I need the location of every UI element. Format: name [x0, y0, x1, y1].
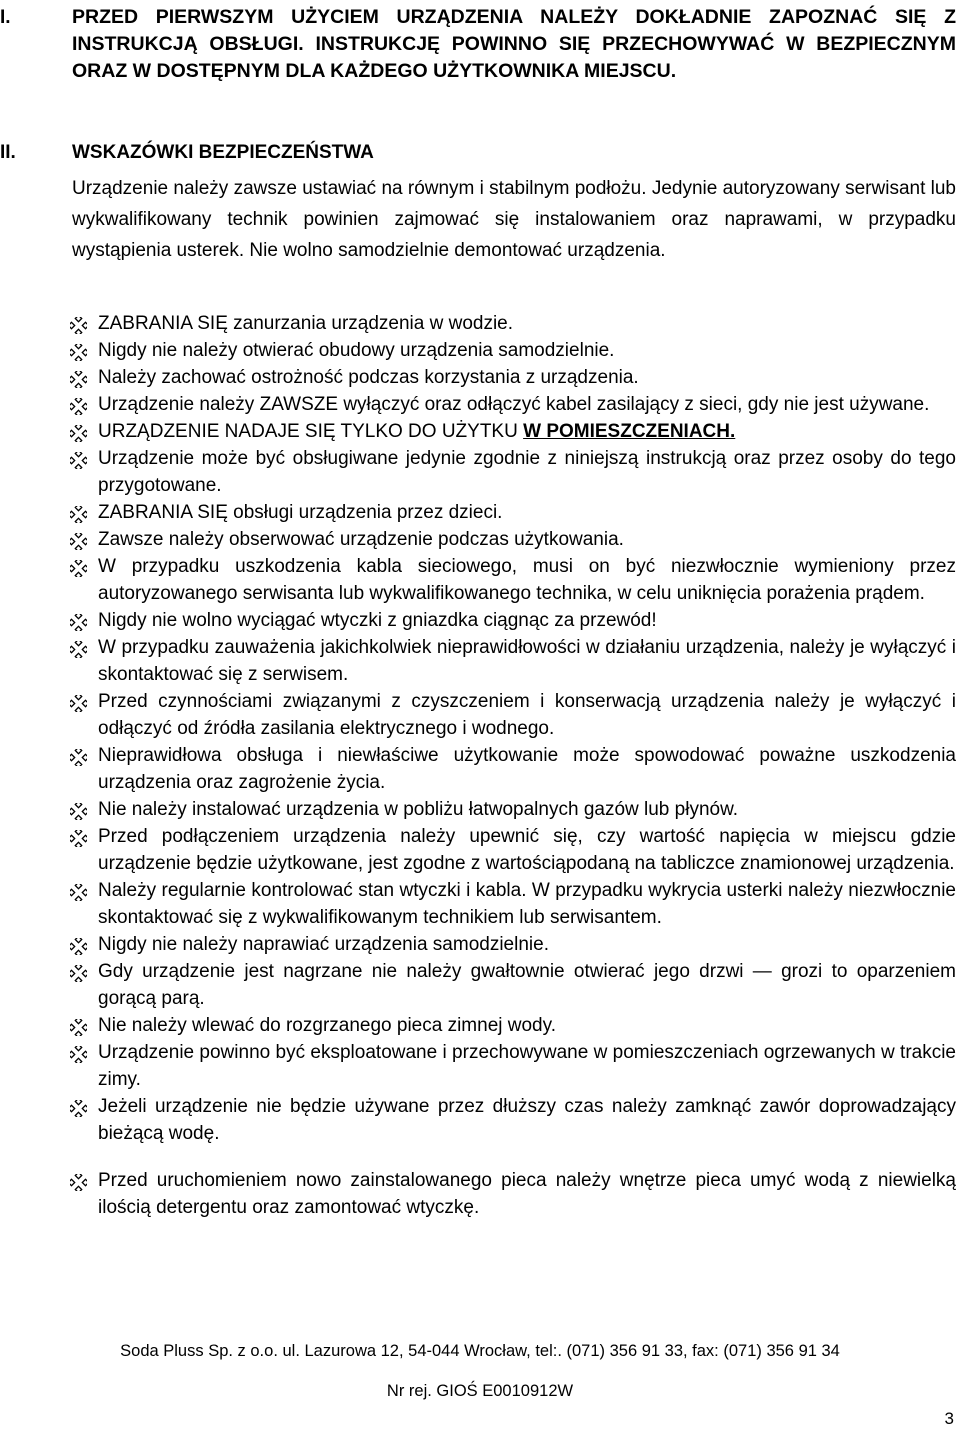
list-item: Nigdy nie wolno wyciągać wtyczki z gniazdka ciągnąc za przewód! — [0, 607, 960, 634]
footer-company-info: Soda Pluss Sp. z o.o. ul. Lazurowa 12, 54-044 Wrocław, tel:. (071) 356 91 33, fax: (071) 356 91 34 — [120, 1342, 840, 1360]
list-item: Należy zachować ostrożność podczas korzystania z urządzenia. — [0, 364, 960, 391]
four-diamond-star-icon — [70, 425, 87, 442]
four-diamond-star-icon — [70, 371, 87, 388]
section-heading: WSKAZÓWKI BEZPIECZEŃSTWA — [72, 142, 374, 163]
list-item: Urządzenie należy ZAWSZE wyłączyć oraz odłączyć kabel zasilający z sieci, gdy nie jest używane. — [0, 391, 960, 418]
bullet-icon — [70, 1044, 87, 1061]
list-item: Nieprawidłowa obsługa i niewłaściwe użytkowanie może spowodować poważne uszkodzenia urządzenia oraz zagrożenie życia. — [0, 742, 960, 796]
list-item: ZABRANIA SIĘ obsługi urządzenia przez dzieci. — [0, 499, 960, 526]
four-diamond-star-icon — [70, 938, 87, 955]
four-diamond-star-icon — [70, 452, 87, 469]
page-number: 3 — [944, 1409, 954, 1428]
four-diamond-star-icon — [70, 1174, 87, 1191]
bullet-icon — [70, 693, 87, 710]
intro-paragraph: Urządzenie należy zawsze ustawiać na równym i stabilnym podłożu. Jedynie autoryzowany serwisant lub wykwalifikowany technik powinien zajmować się instalowaniem oraz naprawami, w przypadku wystąpienia usterek. Nie wolno samodzielnie demontować urządzenia. — [72, 178, 956, 261]
four-diamond-star-icon — [70, 317, 87, 334]
bullet-icon — [70, 747, 87, 764]
section-heading: PRZED PIERWSZYM UŻYCIEM URZĄDZENIA NALEŻY DOKŁADNIE ZAPOZNAĆ SIĘ Z INSTRUKCJĄ OBSŁUGI. INSTRUKCJĘ POWINNO SIĘ PRZECHOWYWAĆ W BEZPIECZNYM ORAZ W DOSTĘPNYM DLA KAŻDEGO UŻYTKOWNIKA MIEJSCU. — [72, 6, 956, 82]
bullet-icon — [70, 396, 87, 413]
four-diamond-star-icon — [70, 1100, 87, 1117]
footer-registry-number: Nr rej. GIOŚ E0010912W — [386, 1382, 574, 1400]
list-item: ZABRANIA SIĘ zanurzania urządzenia w wodzie. — [0, 310, 960, 337]
bullet-icon — [70, 612, 87, 629]
four-diamond-star-icon — [70, 614, 87, 631]
bullet-icon — [70, 963, 87, 980]
section-number: II. — [0, 142, 16, 163]
list-item: Przed podłączeniem urządzenia należy upewnić się, czy wartość napięcia w miejscu gdzie urządzenie będzie użytkowane, jest zgodne z wartościąpodaną na tabliczce znamionowej urządzenia. — [0, 823, 960, 877]
list-item: Jeżeli urządzenie nie będzie używane przez dłuższy czas należy zamknąć zawór doprowadzający bieżącą wodę. — [0, 1093, 960, 1147]
list-item: Gdy urządzenie jest nagrzane nie należy gwałtownie otwierać jego drzwi — grozi to oparzeniem gorącą parą. — [0, 958, 960, 1012]
bullet-icon — [70, 423, 87, 440]
list-item: Nigdy nie należy otwierać obudowy urządzenia samodzielnie. — [0, 337, 960, 364]
four-diamond-star-icon — [70, 560, 87, 577]
four-diamond-star-icon — [70, 884, 87, 901]
bullet-icon — [70, 450, 87, 467]
list-item: Należy regularnie kontrolować stan wtyczki i kabla. W przypadku wykrycia usterki należy niezwłocznie skontaktować się z wykwalifikowanym technikiem lub serwisantem. — [0, 877, 960, 931]
bullet-icon — [70, 1017, 87, 1034]
bullet-icon — [70, 801, 87, 818]
bullet-icon — [70, 828, 87, 845]
bullet-icon — [70, 936, 87, 953]
bullet-icon — [70, 342, 87, 359]
four-diamond-star-icon — [70, 749, 87, 766]
bullet-icon — [70, 882, 87, 899]
section-number: I. — [0, 7, 11, 28]
four-diamond-star-icon — [70, 533, 87, 550]
four-diamond-star-icon — [70, 803, 87, 820]
list-item: Zawsze należy obserwować urządzenie podczas użytkowania. — [0, 526, 960, 553]
list-item: Nigdy nie należy naprawiać urządzenia samodzielnie. — [0, 931, 960, 958]
four-diamond-star-icon — [70, 1046, 87, 1063]
bullet-icon — [70, 558, 87, 575]
four-diamond-star-icon — [70, 398, 87, 415]
four-diamond-star-icon — [70, 641, 87, 658]
list-item: Przed czynnościami związanymi z czyszczeniem i konserwacją urządzenia należy je wyłączyć i odłączyć od źródła zasilania elektrycznego i wodnego. — [0, 688, 960, 742]
bullet-icon — [70, 369, 87, 386]
four-diamond-star-icon — [70, 965, 87, 982]
list-item: W przypadku uszkodzenia kabla sieciowego, musi on być niezwłocznie wymieniony przez autoryzowanego serwisanta lub wykwalifikowanego technika, w celu uniknięcia porażenia prądem. — [0, 553, 960, 607]
four-diamond-star-icon — [70, 1019, 87, 1036]
list-item: W przypadku zauważenia jakichkolwiek nieprawidłowości w działaniu urządzenia, należy je wyłączyć i skontaktować się z serwisem. — [0, 634, 960, 688]
bullet-icon — [70, 1098, 87, 1115]
four-diamond-star-icon — [70, 830, 87, 847]
list-item: Nie należy wlewać do rozgrzanego pieca zimnej wody. — [0, 1012, 960, 1039]
bullet-icon — [70, 639, 87, 656]
bullet-icon — [70, 504, 87, 521]
bullet-icon — [70, 1172, 87, 1189]
four-diamond-star-icon — [70, 506, 87, 523]
four-diamond-star-icon — [70, 344, 87, 361]
emphasis-text: W POMIESZCZENIACH. — [523, 421, 736, 442]
bullet-icon — [70, 531, 87, 548]
list-item: Nie należy instalować urządzenia w pobliżu łatwopalnych gazów lub płynów. — [0, 796, 960, 823]
list-item: URZĄDZENIE NADAJE SIĘ TYLKO DO UŻYTKU W POMIESZCZENIACH. — [0, 418, 960, 445]
bullet-icon — [70, 315, 87, 332]
list-item: Urządzenie powinno być eksploatowane i przechowywane w pomieszczeniach ogrzewanych w trakcie zimy. — [0, 1039, 960, 1093]
list-item: Urządzenie może być obsługiwane jedynie zgodnie z niniejszą instrukcją oraz przez osoby do tego przygotowane. — [0, 445, 960, 499]
four-diamond-star-icon — [70, 695, 87, 712]
safety-list — [0, 310, 960, 1221]
list-item: Przed uruchomieniem nowo zainstalowanego pieca należy wnętrze pieca umyć wodą z niewielką ilością detergentu oraz zamontować wtyczkę. — [0, 1167, 960, 1221]
